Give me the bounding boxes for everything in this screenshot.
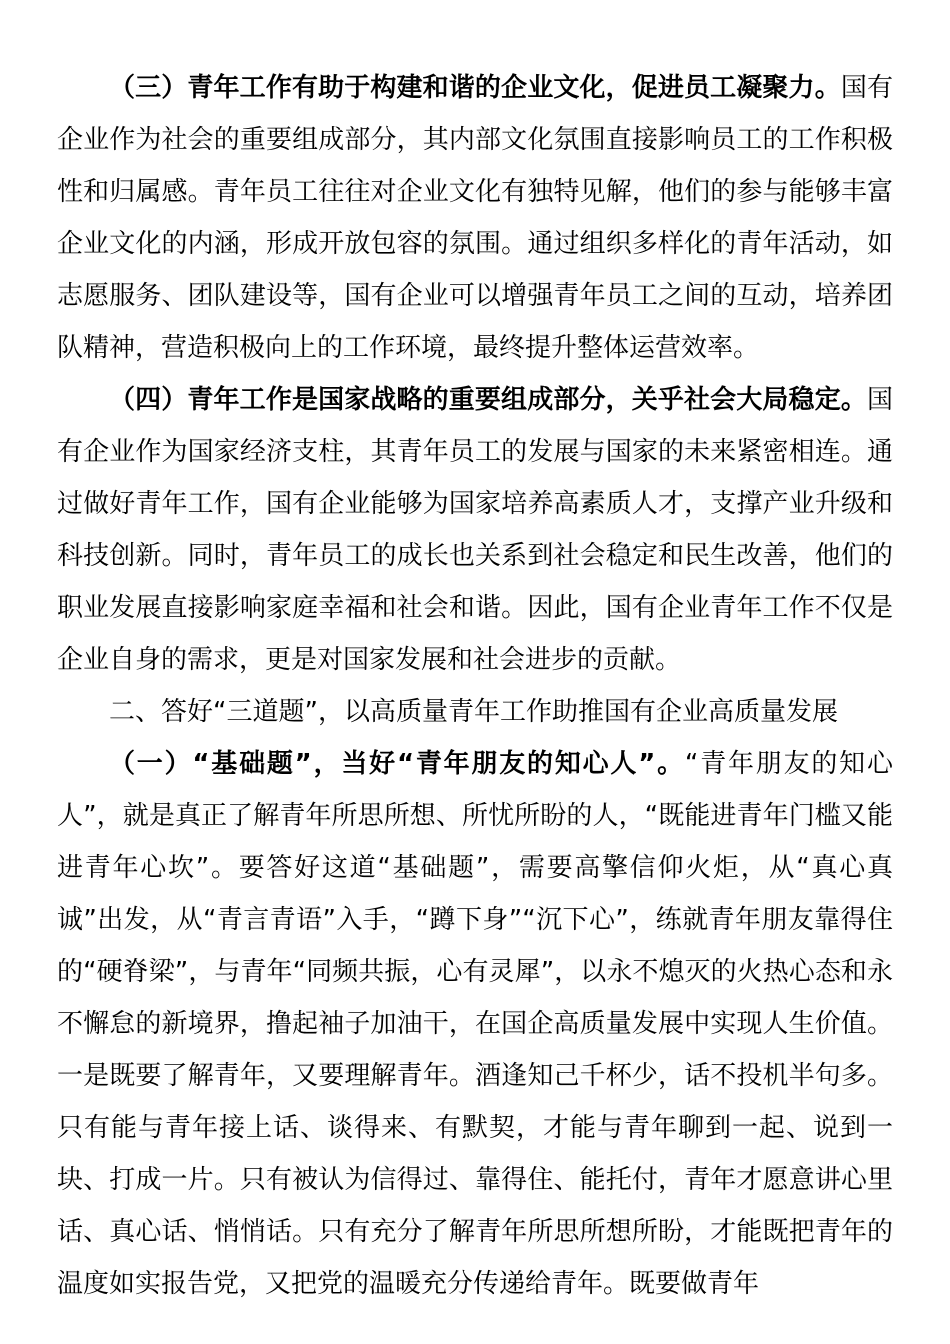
paragraph-item-3 [57,62,893,374]
paragraph-item-1-lead: （一）“基础题”，当好“青年朋友的知心人”。 [109,749,685,779]
paragraph-item-3-lead: （三）青年工作有助于构建和谐的企业文化，促进员工凝聚力。 [109,73,841,103]
paragraph-item-4 [57,374,893,686]
paragraph-item-1 [57,738,893,1310]
paragraph-item-1-text: “青年朋友的知心人”，就是真正了解青年所思所想、所忧所盼的人，“既能进青年门槛又能进青年心坎”。要答好这道“基础题”，需要高擎信仰火炬，从“真心真诚”出发，从“青言青语”入手，“蹲下身”“沉下心”，练就青年朋友靠得住的“硬脊梁”，与青年“同频共振，心有灵犀”，以永不熄灭的火热心态和永不懈怠的新境界，撸起袖子加油干，在国企高质量发展中实现人生价值。一是既要了解青年，又要理解青年。酒逢知己千杯少，话不投机半句多。只有能与青年接上话、谈得来、有默契，才能与青年聊到一起、说到一块、打成一片。只有被认为信得过、靠得住、能托付，青年才愿意讲心里话、真心话、悄悄话。只有充分了解青年所思所想所盼，才能既把青年的温度如实报告党，又把党的温暖充分传递给青年。既要做青年 [57,749,893,1299]
section-heading-2 [57,686,893,738]
paragraph-item-4-lead: （四）青年工作是国家战略的重要组成部分，关乎社会大局稳定。 [109,385,867,415]
section-heading-2-text: 二、答好“三道题”，以高质量青年工作助推国有企业高质量发展 [109,697,838,727]
paragraph-item-4-text: 国有企业作为国家经济支柱，其青年员工的发展与国家的未来紧密相连。通过做好青年工作，国有企业能够为国家培养高素质人才，支撑产业升级和科技创新。同时，青年员工的成长也关系到社会稳定和民生改善，他们的职业发展直接影响家庭幸福和社会和谐。因此，国有企业青年工作不仅是企业自身的需求，更是对国家发展和社会进步的贡献。 [57,385,893,675]
paragraph-item-3-text: 国有企业作为社会的重要组成部分，其内部文化氛围直接影响员工的工作积极性和归属感。青年员工往往对企业文化有独特见解，他们的参与能够丰富企业文化的内涵，形成开放包容的氛围。通过组织多样化的青年活动，如志愿服务、团队建设等，国有企业可以增强青年员工之间的互动，培养团队精神，营造积极向上的工作环境，最终提升整体运营效率。 [57,73,893,363]
